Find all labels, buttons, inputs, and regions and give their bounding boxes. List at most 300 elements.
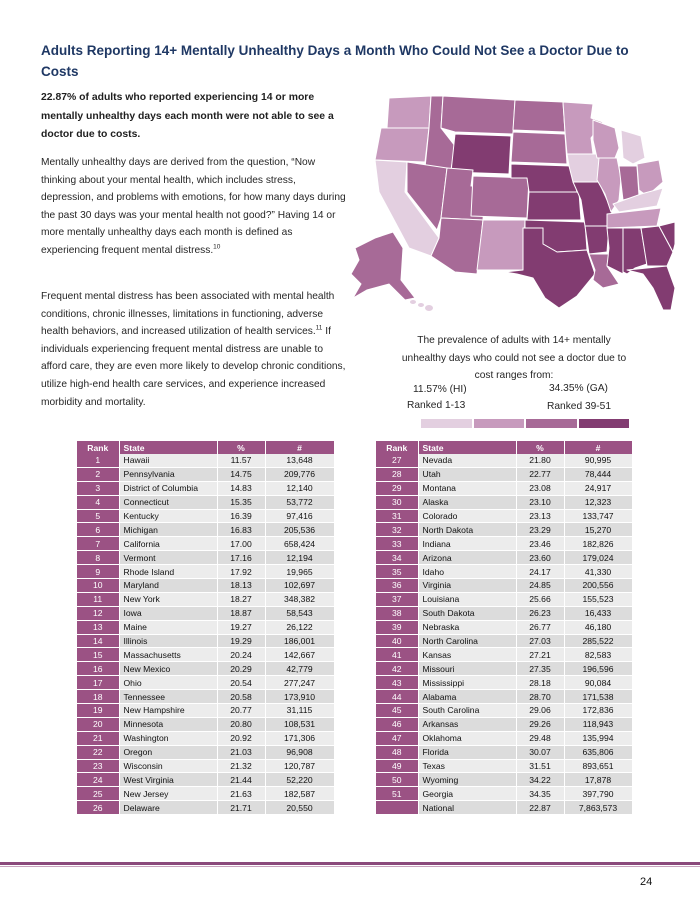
impact-text-b: If individuals experiencing frequent mental distress are unable to afford care, they are even more likely to develop chronic conditions, utilize high-end health care services, and experience increased morbidity and mortality. xyxy=(41,326,346,408)
table-row xyxy=(77,592,334,606)
rank-cell: 14 xyxy=(77,634,119,648)
rank-cell: 4 xyxy=(77,495,119,509)
pct-cell: 34.22 xyxy=(516,773,564,787)
rank-cell: 19 xyxy=(77,704,119,718)
count-cell: 53,772 xyxy=(265,495,334,509)
state-cell: South Dakota xyxy=(418,606,516,620)
map-state-hi xyxy=(410,300,433,311)
count-cell: 17,878 xyxy=(564,773,632,787)
table-row xyxy=(376,523,632,537)
count-cell: 26,122 xyxy=(265,620,334,634)
count-cell: 133,747 xyxy=(564,509,632,523)
table-row xyxy=(376,579,632,593)
rank-cell: 41 xyxy=(376,648,418,662)
pct-cell: 19.27 xyxy=(217,620,265,634)
table-row xyxy=(77,676,334,690)
pct-cell: 18.87 xyxy=(217,606,265,620)
count-cell: 82,583 xyxy=(564,648,632,662)
rank-cell: 11 xyxy=(77,592,119,606)
pct-cell: 16.39 xyxy=(217,509,265,523)
table-row xyxy=(376,467,632,481)
count-cell: 172,836 xyxy=(564,704,632,718)
state-cell: Washington xyxy=(119,731,217,745)
count-cell: 41,330 xyxy=(564,565,632,579)
count-cell: 171,306 xyxy=(265,731,334,745)
pct-cell: 31.51 xyxy=(516,759,564,773)
state-cell: Nebraska xyxy=(418,620,516,634)
pct-cell: 21.03 xyxy=(217,745,265,759)
ranking-table-right xyxy=(376,441,633,815)
table-row xyxy=(77,787,334,801)
pct-cell: 34.35 xyxy=(516,787,564,801)
count-cell: 46,180 xyxy=(564,620,632,634)
state-cell: National xyxy=(418,801,516,815)
table-row xyxy=(77,745,334,759)
table-row xyxy=(376,481,632,495)
pct-cell: 28.70 xyxy=(516,690,564,704)
state-cell: Pennsylvania xyxy=(119,467,217,481)
impact-text-a: Frequent mental distress has been associated with mental health conditions, chronic illnesses, limitations in functioning, adverse health behaviors, and increased utilization of health services. xyxy=(41,291,335,338)
state-cell: Tennessee xyxy=(119,690,217,704)
count-cell: 12,140 xyxy=(265,481,334,495)
pct-cell: 27.35 xyxy=(516,662,564,676)
state-cell: South Carolina xyxy=(418,704,516,718)
table-row xyxy=(77,717,334,731)
pct-cell: 27.21 xyxy=(516,648,564,662)
page-number: 24 xyxy=(640,876,653,888)
legend-high-rank: Ranked 39-51 xyxy=(547,401,612,412)
table-row xyxy=(77,481,334,495)
pct-cell: 20.54 xyxy=(217,676,265,690)
legend-swatch-3 xyxy=(526,419,577,428)
pct-cell: 20.24 xyxy=(217,648,265,662)
pct-cell: 19.29 xyxy=(217,634,265,648)
pct-cell: 24.17 xyxy=(516,565,564,579)
rank-cell: 18 xyxy=(77,690,119,704)
count-cell: 108,531 xyxy=(265,717,334,731)
table-row xyxy=(77,606,334,620)
state-cell: Maryland xyxy=(119,579,217,593)
count-cell: 200,556 xyxy=(564,579,632,593)
table-row xyxy=(77,454,334,467)
rank-cell: 44 xyxy=(376,690,418,704)
table-row xyxy=(376,704,632,718)
pct-cell: 28.18 xyxy=(516,676,564,690)
pct-cell: 20.29 xyxy=(217,662,265,676)
rank-cell: 31 xyxy=(376,509,418,523)
rank-cell: 20 xyxy=(77,717,119,731)
rank-cell: 2 xyxy=(77,467,119,481)
table-row xyxy=(376,717,632,731)
table-row xyxy=(77,565,334,579)
count-cell: 285,522 xyxy=(564,634,632,648)
table-row xyxy=(77,801,334,815)
state-cell: Nevada xyxy=(418,454,516,467)
table-row xyxy=(77,690,334,704)
pct-cell: 26.77 xyxy=(516,620,564,634)
rank-cell: 9 xyxy=(77,565,119,579)
table-row xyxy=(376,509,632,523)
table-row xyxy=(77,620,334,634)
state-cell: Arizona xyxy=(418,551,516,565)
map-state-wa xyxy=(387,96,431,128)
pct-cell: 23.46 xyxy=(516,537,564,551)
col-header-pct: % xyxy=(516,441,564,454)
count-cell: 182,587 xyxy=(265,787,334,801)
rank-cell: 33 xyxy=(376,537,418,551)
rank-cell: 5 xyxy=(77,509,119,523)
count-cell: 171,538 xyxy=(564,690,632,704)
count-cell: 155,523 xyxy=(564,592,632,606)
table-row xyxy=(77,662,334,676)
state-cell: Illinois xyxy=(119,634,217,648)
state-cell: Wyoming xyxy=(418,773,516,787)
pct-cell: 29.06 xyxy=(516,704,564,718)
rank-cell: 23 xyxy=(77,759,119,773)
pct-cell: 25.66 xyxy=(516,592,564,606)
state-cell: Hawaii xyxy=(119,454,217,467)
table-row xyxy=(77,537,334,551)
table-row xyxy=(77,467,334,481)
map-state-or xyxy=(375,128,429,162)
col-header-state: State xyxy=(418,441,516,454)
rank-cell: 15 xyxy=(77,648,119,662)
table-row xyxy=(376,537,632,551)
state-cell: Montana xyxy=(418,481,516,495)
table-row xyxy=(376,773,632,787)
rank-cell: 1 xyxy=(77,454,119,467)
rank-cell: 28 xyxy=(376,467,418,481)
map-state-fl xyxy=(627,266,675,310)
table-row xyxy=(77,495,334,509)
state-cell: Indiana xyxy=(418,537,516,551)
map-state-mt xyxy=(441,96,515,134)
pct-cell: 17.92 xyxy=(217,565,265,579)
state-cell: North Dakota xyxy=(418,523,516,537)
state-cell: Vermont xyxy=(119,551,217,565)
state-cell: North Carolina xyxy=(418,634,516,648)
state-cell: Wisconsin xyxy=(119,759,217,773)
table-row xyxy=(376,606,632,620)
legend-swatch-2 xyxy=(474,419,525,428)
map-state-nd xyxy=(513,100,565,132)
count-cell: 209,776 xyxy=(265,467,334,481)
col-header-num: # xyxy=(265,441,334,454)
pct-cell: 21.71 xyxy=(217,801,265,815)
pct-cell: 15.35 xyxy=(217,495,265,509)
legend-swatch-1 xyxy=(421,419,472,428)
table-row xyxy=(376,495,632,509)
pct-cell: 29.48 xyxy=(516,731,564,745)
state-cell: Kentucky xyxy=(119,509,217,523)
rank-cell: 49 xyxy=(376,759,418,773)
map-state-az xyxy=(431,218,483,274)
count-cell: 7,863,573 xyxy=(564,801,632,815)
rank-cell: 3 xyxy=(77,481,119,495)
table-row xyxy=(77,759,334,773)
state-cell: Alaska xyxy=(418,495,516,509)
count-cell: 97,416 xyxy=(265,509,334,523)
rank-cell: 37 xyxy=(376,592,418,606)
state-cell: Missouri xyxy=(418,662,516,676)
table-row xyxy=(77,773,334,787)
state-cell: Florida xyxy=(418,745,516,759)
rank-cell: 26 xyxy=(77,801,119,815)
rank-cell: 50 xyxy=(376,773,418,787)
pct-cell: 17.00 xyxy=(217,537,265,551)
table-row xyxy=(77,731,334,745)
pct-cell: 21.63 xyxy=(217,787,265,801)
count-cell: 16,433 xyxy=(564,606,632,620)
state-cell: District of Columbia xyxy=(119,481,217,495)
col-header-num: # xyxy=(564,441,632,454)
count-cell: 135,994 xyxy=(564,731,632,745)
table-row xyxy=(376,662,632,676)
pct-cell: 14.83 xyxy=(217,481,265,495)
rank-cell: 40 xyxy=(376,634,418,648)
count-cell: 635,806 xyxy=(564,745,632,759)
rank-cell: 45 xyxy=(376,704,418,718)
state-cell: Rhode Island xyxy=(119,565,217,579)
count-cell: 179,024 xyxy=(564,551,632,565)
count-cell: 348,382 xyxy=(265,592,334,606)
count-cell: 196,596 xyxy=(564,662,632,676)
rank-cell: 24 xyxy=(77,773,119,787)
table-row xyxy=(77,551,334,565)
count-cell: 658,424 xyxy=(265,537,334,551)
pct-cell: 20.92 xyxy=(217,731,265,745)
rank-cell: 42 xyxy=(376,662,418,676)
map-state-in xyxy=(619,166,639,200)
count-cell: 78,444 xyxy=(564,467,632,481)
col-header-rank: Rank xyxy=(77,441,119,454)
rank-cell: 17 xyxy=(77,676,119,690)
state-cell: Maine xyxy=(119,620,217,634)
pct-cell: 14.75 xyxy=(217,467,265,481)
count-cell: 12,194 xyxy=(265,551,334,565)
pct-cell: 20.58 xyxy=(217,690,265,704)
lead-statement: 22.87% of adults who reported experiencing 14 or more mentally unhealthy days each month were not able to see a doctor due to costs. xyxy=(41,92,334,140)
footnote-ref-11[interactable]: 11 xyxy=(315,324,323,332)
legend-swatches xyxy=(421,419,629,428)
table-row xyxy=(77,579,334,593)
count-cell: 90,995 xyxy=(564,454,632,467)
table-row xyxy=(376,759,632,773)
pct-cell: 18.27 xyxy=(217,592,265,606)
legend-high-value: 34.35% (GA) xyxy=(549,383,608,394)
rank-cell: 35 xyxy=(376,565,418,579)
table-row xyxy=(77,509,334,523)
state-cell: Massachusetts xyxy=(119,648,217,662)
count-cell: 205,536 xyxy=(265,523,334,537)
footer-rule-thin xyxy=(0,866,700,867)
map-state-wy xyxy=(451,134,511,174)
state-cell: Alabama xyxy=(418,690,516,704)
state-cell: Texas xyxy=(418,759,516,773)
legend-low-value: 11.57% (HI) xyxy=(413,384,467,395)
rank-cell: 16 xyxy=(77,662,119,676)
count-cell: 13,648 xyxy=(265,454,334,467)
ranking-table-left xyxy=(77,441,335,815)
table-row xyxy=(77,523,334,537)
state-cell: New Hampshire xyxy=(119,704,217,718)
pct-cell: 21.80 xyxy=(516,454,564,467)
count-cell: 142,667 xyxy=(265,648,334,662)
state-cell: Oregon xyxy=(119,745,217,759)
count-cell: 15,270 xyxy=(564,523,632,537)
rank-cell: 25 xyxy=(77,787,119,801)
count-cell: 96,908 xyxy=(265,745,334,759)
rank-cell: 48 xyxy=(376,745,418,759)
map-state-tn xyxy=(607,208,661,228)
pct-cell: 24.85 xyxy=(516,579,564,593)
pct-cell: 16.83 xyxy=(217,523,265,537)
state-cell: Idaho xyxy=(418,565,516,579)
count-cell: 12,323 xyxy=(564,495,632,509)
table-row xyxy=(77,704,334,718)
table-row xyxy=(376,565,632,579)
pct-cell: 23.08 xyxy=(516,481,564,495)
legend-low-rank: Ranked 1-13 xyxy=(407,400,466,411)
rank-cell: 10 xyxy=(77,579,119,593)
table-row xyxy=(376,454,632,467)
state-cell: Michigan xyxy=(119,523,217,537)
pct-cell: 29.26 xyxy=(516,717,564,731)
count-cell: 31,115 xyxy=(265,704,334,718)
count-cell: 19,965 xyxy=(265,565,334,579)
state-cell: Colorado xyxy=(418,509,516,523)
count-cell: 397,790 xyxy=(564,787,632,801)
legend-swatch-4 xyxy=(579,419,630,428)
pct-cell: 23.29 xyxy=(516,523,564,537)
pct-cell: 21.44 xyxy=(217,773,265,787)
count-cell: 42,779 xyxy=(265,662,334,676)
page-title: Adults Reporting 14+ Mentally Unhealthy Days a Month Who Could Not See a Doctor Due to Costs xyxy=(41,43,629,79)
footer-rule xyxy=(0,862,700,865)
state-cell: Arkansas xyxy=(418,717,516,731)
rank-cell: 22 xyxy=(77,745,119,759)
map-state-mi xyxy=(621,130,645,164)
footnote-ref-10[interactable]: 10 xyxy=(213,243,221,251)
rank-cell: 39 xyxy=(376,620,418,634)
map-state-ar xyxy=(585,226,609,254)
pct-cell: 22.77 xyxy=(516,467,564,481)
state-cell: Connecticut xyxy=(119,495,217,509)
count-cell: 277,247 xyxy=(265,676,334,690)
count-cell: 52,220 xyxy=(265,773,334,787)
rank-cell: 8 xyxy=(77,551,119,565)
table-row xyxy=(376,745,632,759)
us-choropleth-map xyxy=(345,88,675,313)
state-cell: Minnesota xyxy=(119,717,217,731)
state-cell: Georgia xyxy=(418,787,516,801)
rank-cell: 27 xyxy=(376,454,418,467)
rank-cell: 6 xyxy=(77,523,119,537)
impact-paragraph xyxy=(41,288,346,411)
table-row xyxy=(376,801,632,815)
pct-cell: 20.80 xyxy=(217,717,265,731)
col-header-pct: % xyxy=(217,441,265,454)
table-row xyxy=(376,731,632,745)
table-row xyxy=(376,634,632,648)
pct-cell: 11.57 xyxy=(217,454,265,467)
rank-cell: 34 xyxy=(376,551,418,565)
map-state-wi xyxy=(593,120,619,158)
state-cell: Oklahoma xyxy=(418,731,516,745)
state-cell: Delaware xyxy=(119,801,217,815)
table-row xyxy=(376,787,632,801)
state-cell: New York xyxy=(119,592,217,606)
state-cell: Utah xyxy=(418,467,516,481)
count-cell: 58,543 xyxy=(265,606,334,620)
state-cell: Virginia xyxy=(418,579,516,593)
state-cell: Iowa xyxy=(119,606,217,620)
state-cell: Ohio xyxy=(119,676,217,690)
rank-cell: 47 xyxy=(376,731,418,745)
map-state-ms xyxy=(607,228,623,274)
pct-cell: 22.87 xyxy=(516,801,564,815)
table-row xyxy=(376,690,632,704)
rank-cell: 32 xyxy=(376,523,418,537)
rank-cell: 12 xyxy=(77,606,119,620)
state-cell: Kansas xyxy=(418,648,516,662)
rank-cell: 30 xyxy=(376,495,418,509)
pct-cell: 23.10 xyxy=(516,495,564,509)
map-state-sd xyxy=(511,132,567,164)
pct-cell: 23.60 xyxy=(516,551,564,565)
state-cell: New Jersey xyxy=(119,787,217,801)
pct-cell: 21.32 xyxy=(217,759,265,773)
rank-cell: 13 xyxy=(77,620,119,634)
rank-cell: 21 xyxy=(77,731,119,745)
rank-cell xyxy=(376,801,418,815)
table-row xyxy=(376,648,632,662)
rank-cell: 7 xyxy=(77,537,119,551)
state-cell: New Mexico xyxy=(119,662,217,676)
table-row xyxy=(77,634,334,648)
state-cell: Louisiana xyxy=(418,592,516,606)
count-cell: 20,550 xyxy=(265,801,334,815)
state-cell: West Virginia xyxy=(119,773,217,787)
pct-cell: 27.03 xyxy=(516,634,564,648)
count-cell: 182,826 xyxy=(564,537,632,551)
state-cell: Mississippi xyxy=(418,676,516,690)
table-row xyxy=(77,648,334,662)
rank-cell: 36 xyxy=(376,579,418,593)
rank-cell: 43 xyxy=(376,676,418,690)
definition-paragraph xyxy=(41,154,346,260)
state-cell: California xyxy=(119,537,217,551)
pct-cell: 23.13 xyxy=(516,509,564,523)
count-cell: 186,001 xyxy=(265,634,334,648)
pct-cell: 30.07 xyxy=(516,745,564,759)
count-cell: 118,943 xyxy=(564,717,632,731)
map-state-nm xyxy=(477,220,525,270)
rank-cell: 51 xyxy=(376,787,418,801)
col-header-state: State xyxy=(119,441,217,454)
table-row xyxy=(376,551,632,565)
count-cell: 893,651 xyxy=(564,759,632,773)
table-row xyxy=(376,676,632,690)
table-row xyxy=(376,620,632,634)
rank-cell: 38 xyxy=(376,606,418,620)
count-cell: 120,787 xyxy=(265,759,334,773)
definition-text: Mentally unhealthy days are derived from the question, “Now thinking about your mental health, which includes stress, depression, and problems with emotions, for how many days during the past 30 days was your mental health not good?” Having 14 or more mentally unhealthy days each month is defined as experiencing frequent mental distress. xyxy=(41,157,346,256)
pct-cell: 26.23 xyxy=(516,606,564,620)
count-cell: 24,917 xyxy=(564,481,632,495)
count-cell: 102,697 xyxy=(265,579,334,593)
count-cell: 173,910 xyxy=(265,690,334,704)
